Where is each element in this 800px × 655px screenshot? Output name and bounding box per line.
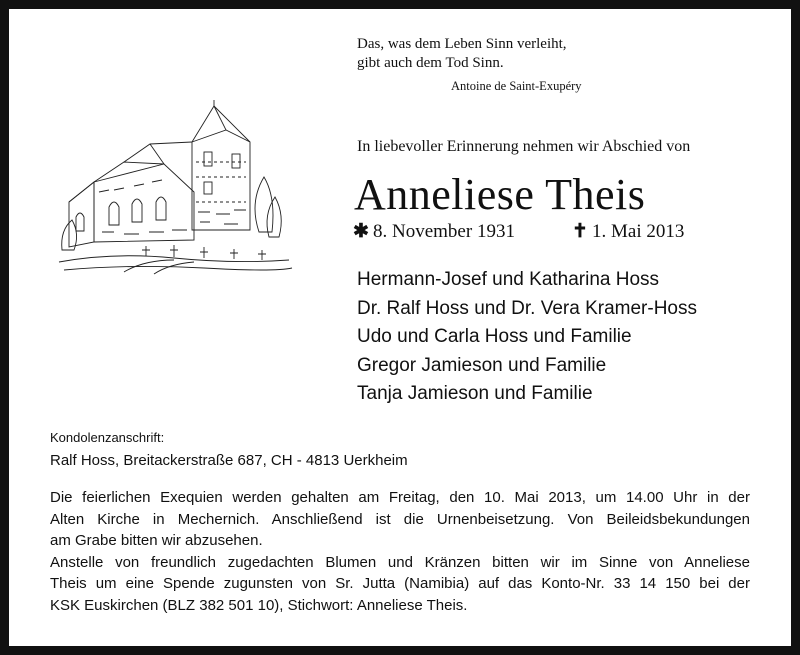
birth-date	[353, 220, 515, 243]
condolence-label: Kondolenzanschrift:	[50, 430, 165, 445]
quote-author: Antoine de Saint-Exupéry	[451, 79, 582, 93]
body-line: am Grabe bitten wir abzusehen.	[50, 532, 263, 549]
body-line: Theis um eine Spende zugunsten von Sr. Jutta (Namibia) auf das Konto-Nr. 33 14 150 bei der	[50, 575, 750, 592]
deceased-name: Anneliese Theis	[354, 170, 646, 219]
family-member: Hermann-Josef und Katharina Hoss	[357, 269, 660, 290]
birth-date-text: 8. November 1931	[373, 221, 515, 242]
cross-icon: ✝	[572, 221, 588, 242]
church-sketch-icon	[54, 82, 294, 277]
death-date	[572, 220, 684, 243]
asterisk-icon: ✱	[353, 221, 369, 242]
intro-text: In liebevoller Erinnerung nehmen wir Abschied von	[357, 138, 691, 155]
body-line: Alten Kirche in Mechernich. Anschließend ist die Urnenbeisetzung. Von Beileidsbekundungen	[50, 510, 750, 528]
family-list	[357, 266, 697, 409]
body-line: Anstelle von freundlich zugedachten Blumen und Kränzen bitten wir im Sinne von Anneliese	[50, 553, 750, 571]
body-line: KSK Euskirchen (BLZ 382 501 10), Stichwort: Anneliese Theis.	[50, 596, 468, 614]
family-member: Udo und Carla Hoss und Familie	[357, 326, 632, 347]
family-member: Tanja Jamieson und Familie	[357, 383, 593, 404]
funeral-details	[50, 487, 750, 616]
quote-line: Das, was dem Leben Sinn verleiht,	[357, 36, 567, 52]
condolence-address: Ralf Hoss, Breitackerstraße 687, CH - 4813 Uerkheim	[50, 452, 408, 469]
body-line: Die feierlichen Exequien werden gehalten am Freitag, den 10. Mai 2013, um 14.00 Uhr in der	[50, 489, 750, 506]
death-date-text: 1. Mai 2013	[592, 221, 685, 242]
quote-line: gibt auch dem Tod Sinn.	[357, 55, 504, 71]
family-member: Gregor Jamieson und Familie	[357, 354, 607, 376]
obituary-notice	[9, 9, 791, 646]
quote	[357, 35, 567, 73]
family-member: Dr. Ralf Hoss und Dr. Vera Kramer-Hoss	[357, 297, 697, 319]
